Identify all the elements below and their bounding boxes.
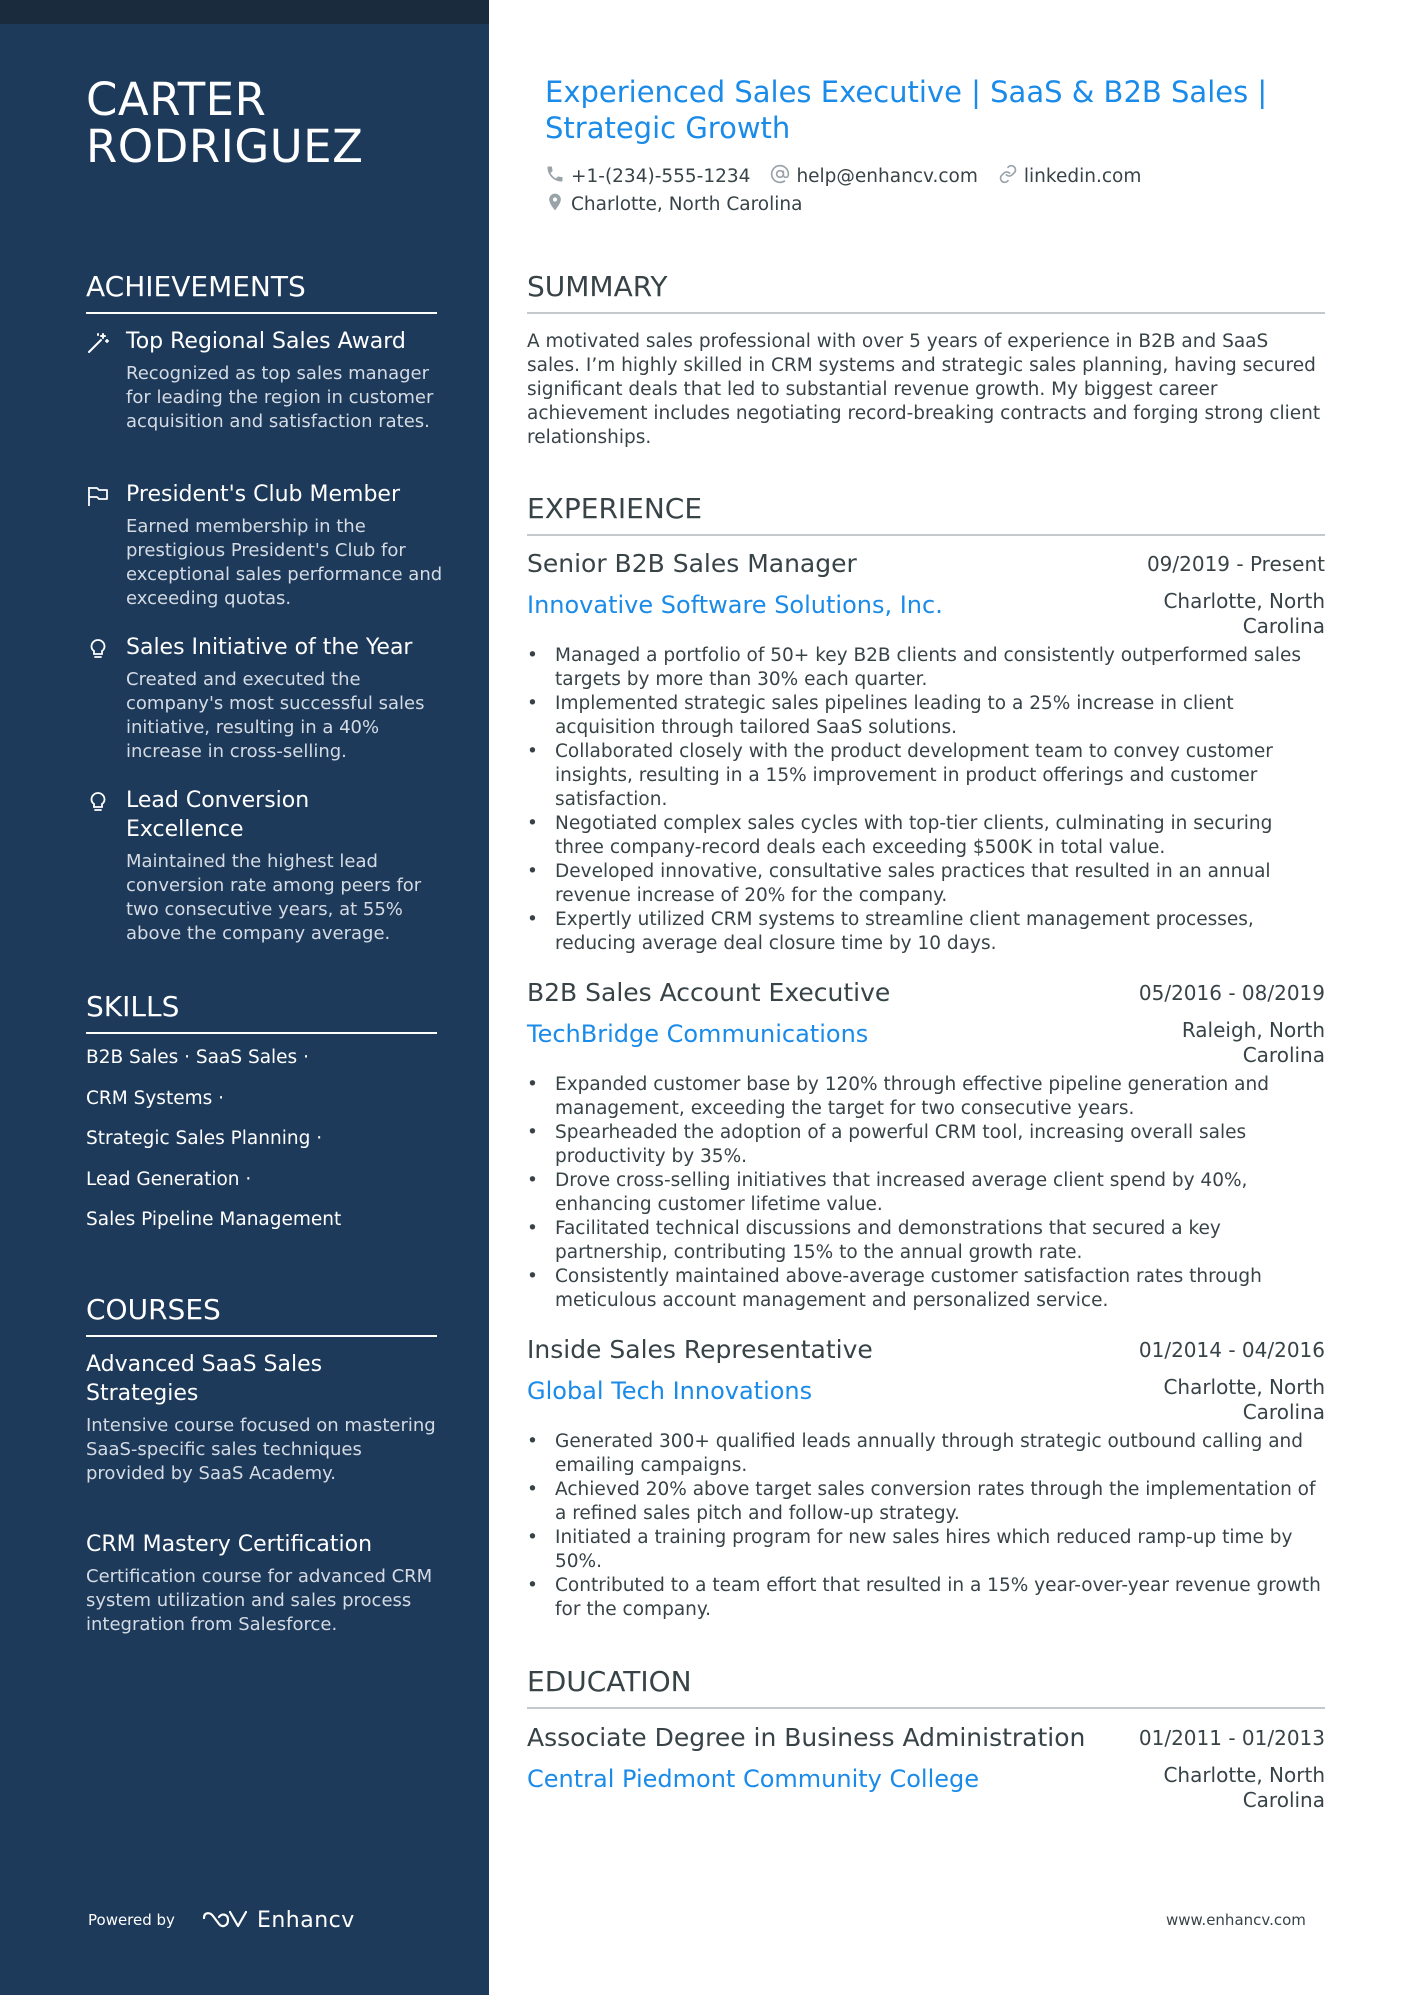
contact-website[interactable] [998,164,1141,189]
job-bullet: • Spearheaded the adoption of a powerful CRM tool, increasing overall sales productivity by 35%. [527,1121,1325,1169]
education-school-row [527,1763,1325,1812]
experience-item [527,977,1325,1313]
job-title: Inside Sales Representative [527,1335,873,1364]
course-title: Advanced SaaS Sales Strategies [86,1352,323,1406]
email-text: help@enhancv.com [796,165,978,187]
job-company: Global Tech Innovations [527,1377,813,1405]
skills-list [86,1046,446,1249]
headline: Experienced Sales Executive | SaaS & B2B Sales | Strategic Growth [545,75,1268,145]
achievement-item [86,480,446,611]
education-heading: EDUCATION [527,1665,1325,1709]
education-school: Central Piedmont Community College [527,1765,980,1793]
link-icon [998,164,1024,189]
achievement-item [86,633,446,764]
phone-text: +1-(234)-555-1234 [571,165,751,187]
enhancv-logo[interactable] [201,1906,355,1934]
job-bullet: • Drove cross-selling initiatives that increased average client spend by 40%, enhancing customer lifetime value. [527,1169,1325,1217]
course-description: Intensive course focused on mastering SaaS-specific sales techniques provided by SaaS Academy. [86,1415,436,1484]
job-bullet: • Managed a portfolio of 50+ key B2B clients and consistently outperformed sales targets by more than 30% each quarter. [527,644,1325,692]
job-location: Charlotte, North Carolina [1163,1375,1325,1424]
job-company-row [527,589,1325,638]
education-item [527,1722,1325,1812]
course-title: CRM Mastery Certification [86,1532,373,1557]
achievement-description: Created and executed the company's most successful sales initiative, resulting in a 40% increase in cross-selling. [126,669,425,762]
website-text: linkedin.com [1023,165,1142,187]
skill-item: Strategic Sales Planning · [86,1128,323,1149]
job-location: Raleigh, North Carolina [1181,1018,1325,1067]
powered-by-label: Powered by [88,1911,175,1929]
contact-row [545,162,1335,190]
achievement-title: Lead Conversion Excellence [126,788,310,842]
job-bullet: • Developed innovative, consultative sales practices that resulted in an annual revenue increase of 20% for the company. [527,860,1325,908]
job-dates: 09/2019 - Present [1146,552,1325,576]
job-header [527,548,1325,589]
sidebar [0,0,489,1995]
experience-item [527,1334,1325,1622]
lightbulb-icon [86,790,110,814]
job-company-row [527,1375,1325,1424]
job-title: B2B Sales Account Executive [527,978,891,1007]
achievement-title: Top Regional Sales Award [126,329,406,354]
job-header [527,1334,1325,1375]
course-item [86,1530,446,1637]
job-location: Charlotte, North Carolina [1163,589,1325,638]
job-bullets [527,644,1325,956]
person-name: CARTER RODRIGUEZ [86,73,364,173]
job-bullet: • Collaborated closely with the product development team to convey customer insights, resulting in a 15% improvement in product offerings and customer satisfaction. [527,740,1325,812]
summary-text: A motivated sales professional with over 5 years of experience in B2B and SaaS sales. I’m highly skilled in CRM systems and strategic sales planning, having secured significant deals that led to substantial revenue growth. My biggest career achievement includes negotiating record-breaking contracts and forging strong client relationships. [527,331,1321,448]
job-bullet: • Negotiated complex sales cycles with top-tier clients, culminating in securing three company-record deals each exceeding $500K in total value. [527,812,1325,860]
course-item [86,1350,446,1486]
achievement-item [86,786,446,946]
job-dates: 01/2014 - 04/2016 [1138,1338,1325,1362]
job-dates: 05/2016 - 08/2019 [1138,981,1325,1005]
job-header [527,977,1325,1018]
achievements-heading: ACHIEVEMENTS [86,270,437,314]
achievement-title: President's Club Member [126,482,400,507]
job-bullet: • Contributed to a team effort that resulted in a 15% year-over-year revenue growth for the company. [527,1574,1325,1622]
job-bullet: • Facilitated technical discussions and demonstrations that secured a key partnership, contributing 15% to the annual growth rate. [527,1217,1325,1265]
sidebar-top-bar [0,0,489,24]
location-text: Charlotte, North Carolina [571,193,803,215]
education-degree: Associate Degree in Business Administration [527,1723,1086,1752]
achievement-description: Recognized as top sales manager for leading the region in customer acquisition and satisfaction rates. [126,363,434,432]
job-bullets [527,1073,1325,1313]
courses-heading: COURSES [86,1293,437,1337]
job-bullet: • Implemented strategic sales pipelines leading to a 25% increase in client acquisition through tailored SaaS solutions. [527,692,1325,740]
enhancv-logo-icon [201,1906,249,1934]
powered-by [88,1906,355,1934]
contact-phone[interactable] [545,164,750,189]
enhancv-brand-text: Enhancv [256,1907,355,1933]
lightbulb-icon [86,637,110,661]
education-header [527,1722,1325,1763]
skill-item: Sales Pipeline Management [86,1209,342,1230]
job-bullet: • Initiated a training program for new sales hires which reduced ramp-up time by 50%. [527,1526,1325,1574]
experience-item [527,548,1325,956]
skill-item: Lead Generation · [86,1168,252,1190]
experience-heading: EXPERIENCE [527,492,1325,536]
skill-item: B2B Sales · SaaS Sales · [86,1047,309,1068]
location-pin-icon [545,192,571,217]
contact-row [545,190,1335,218]
job-company-row [527,1018,1325,1067]
course-description: Certification course for advanced CRM system utilization and sales process integration from Salesforce. [86,1566,433,1635]
phone-icon [545,164,571,189]
magic-wand-icon [86,331,110,355]
flag-icon [86,484,110,508]
job-company: TechBridge Communications [527,1020,869,1048]
contact-location [545,192,802,217]
job-bullet: • Consistently maintained above-average customer satisfaction rates through meticulous account management and personalized service. [527,1265,1325,1313]
skill-item: CRM Systems · [86,1087,225,1109]
contact-email[interactable] [770,164,977,189]
job-bullet: • Achieved 20% above target sales conversion rates through the implementation of a refined sales pitch and follow-up strategy. [527,1478,1325,1526]
skills-heading: SKILLS [86,990,437,1034]
contact-info [545,162,1335,218]
footer-url[interactable]: www.enhancv.com [1166,1911,1306,1929]
education-dates: 01/2011 - 01/2013 [1138,1726,1325,1750]
at-sign-icon [770,164,796,189]
job-bullet: • Expanded customer base by 120% through effective pipeline generation and management, exceeding the target for two consecutive years. [527,1073,1325,1121]
summary-heading: SUMMARY [527,270,1325,314]
job-title: Senior B2B Sales Manager [527,549,857,578]
achievement-description: Earned membership in the prestigious President's Club for exceptional sales performance and exceeding quotas. [126,516,443,609]
achievement-description: Maintained the highest lead conversion rate among peers for two consecutive years, at 55% above the company average. [126,851,422,944]
achievement-item [86,327,446,434]
education-location: Charlotte, North Carolina [1163,1763,1325,1812]
achievement-title: Sales Initiative of the Year [126,635,413,660]
job-bullet: • Generated 300+ qualified leads annually through strategic outbound calling and emailing campaigns. [527,1430,1325,1478]
job-bullets [527,1430,1325,1622]
job-company: Innovative Software Solutions, Inc. [527,591,943,619]
job-bullet: • Expertly utilized CRM systems to streamline client management processes, reducing average deal closure time by 10 days. [527,908,1325,956]
